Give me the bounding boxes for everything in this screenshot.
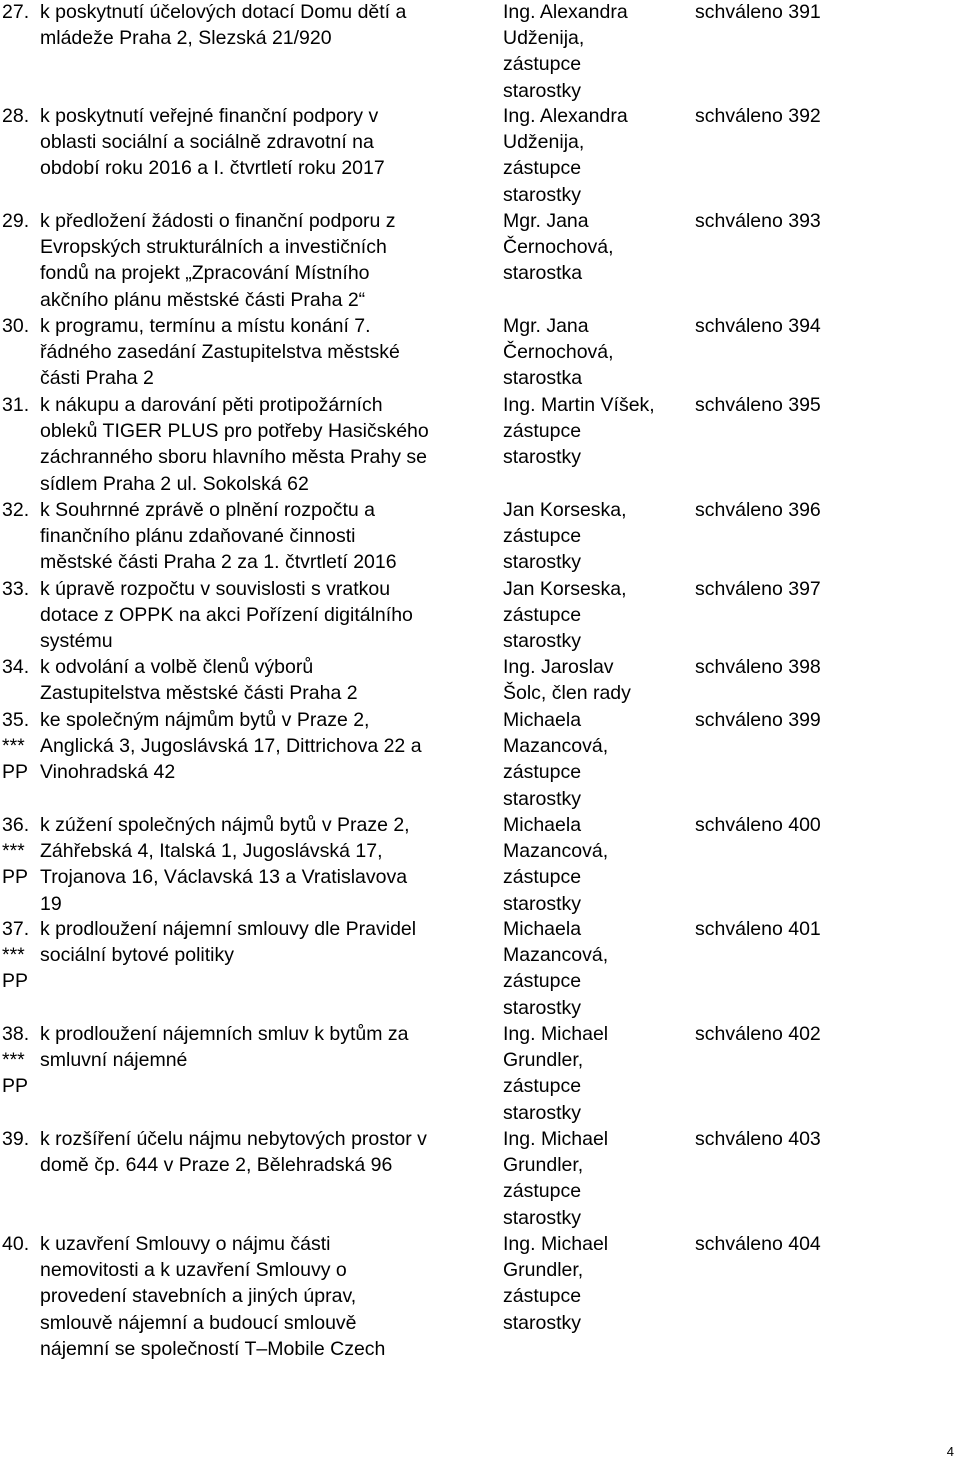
item-number: 36. *** PP [2,814,30,889]
item-subject: ke společným nájmům bytů v Praze 2, Anglická 3, Jugoslávská 17, Dittrichova 22 a Vinohradská 42 [40,709,422,784]
item-result: schváleno 398 [695,656,821,678]
item-result: schváleno 399 [695,709,821,731]
item-result: schváleno 396 [695,499,821,521]
item-number: 29. [2,210,30,232]
item-subject: k předložení žádosti o finanční podporu z Evropských strukturálních a investičních fondů na projekt „Zpracování Místního akčního plánu městské části Praha 2“ [40,210,396,311]
item-presenter: Mgr. Jana Černochová, starostka [503,210,614,285]
item-presenter: Ing. Alexandra Udženija, zástupce starostky [503,1,628,102]
item-presenter: Ing. Michael Grundler, zástupce starostky [503,1233,609,1334]
item-result: schváleno 397 [695,578,821,600]
item-subject: k zúžení společných nájmů bytů v Praze 2, Záhřebská 4, Italská 1, Jugoslávská 17, Trojanova 16, Václavská 13 a Vratislavova 19 [40,814,410,915]
item-subject: k poskytnutí veřejné finanční podpory v oblasti sociální a sociálně zdravotní na období roku 2016 a I. čtvrtletí roku 2017 [40,105,385,180]
item-result: schváleno 391 [695,1,821,23]
item-presenter: Ing. Michael Grundler, zástupce starostky [503,1023,609,1124]
item-presenter: Jan Korseska, zástupce starostky [503,499,627,574]
item-number: 27. [2,1,30,23]
item-presenter: Michaela Mazancová, zástupce starostky [503,709,609,810]
item-subject: k uzavření Smlouvy o nájmu části nemovitosti a k uzavření Smlouvy o provedení stavebních a jiných úprav, smlouvě nájemní a budoucí smlouvě nájemní se společností T–Mobile Czech [40,1233,386,1360]
item-presenter: Michaela Mazancová, zástupce starostky [503,814,609,915]
item-number: 38. *** PP [2,1023,30,1098]
item-number: 33. [2,578,30,600]
item-number: 39. [2,1128,30,1150]
item-result: schváleno 400 [695,814,821,836]
item-presenter: Ing. Martin Víšek, zástupce starostky [503,394,655,469]
item-result: schváleno 403 [695,1128,821,1150]
item-number: 34. [2,656,30,678]
item-presenter: Ing. Alexandra Udženija, zástupce starostky [503,105,628,206]
item-number: 28. [2,105,30,127]
item-result: schváleno 404 [695,1233,821,1255]
item-subject: k nákupu a darování pěti protipožárních obleků TIGER PLUS pro potřeby Hasičského záchranného sboru hlavního města Prahy se sídlem Praha 2 ul. Sokolská 62 [40,394,429,495]
page-number: 4 [946,1444,954,1459]
item-result: schváleno 401 [695,918,821,940]
item-subject: k Souhrnné zprávě o plnění rozpočtu a finančního plánu zdaňované činnosti městské části Praha 2 za 1. čtvrtletí 2016 [40,499,397,574]
item-subject: k prodloužení nájemních smluv k bytům za smluvní nájemné [40,1023,409,1072]
item-result: schváleno 402 [695,1023,821,1045]
item-result: schváleno 395 [695,394,821,416]
item-presenter: Michaela Mazancová, zástupce starostky [503,918,609,1019]
item-subject: k úpravě rozpočtu v souvislosti s vratkou dotace z OPPK na akci Pořízení digitálního systému [40,578,413,653]
item-number: 40. [2,1233,30,1255]
item-subject: k odvolání a volbě členů výborů Zastupitelstva městské části Praha 2 [40,656,358,705]
item-number: 31. [2,394,30,416]
item-presenter: Ing. Michael Grundler, zástupce starostky [503,1128,609,1229]
item-result: schváleno 393 [695,210,821,232]
item-result: schváleno 392 [695,105,821,127]
item-number: 35. *** PP [2,709,30,784]
item-subject: k poskytnutí účelových dotací Domu dětí a mládeže Praha 2, Slezská 21/920 [40,1,407,50]
item-presenter: Mgr. Jana Černochová, starostka [503,315,614,390]
item-presenter: Ing. Jaroslav Šolc, člen rady [503,656,631,705]
item-subject: k programu, termínu a místu konání 7. řádného zasedání Zastupitelstva městské části Praha 2 [40,315,400,390]
item-number: 37. *** PP [2,918,30,993]
item-subject: k prodloužení nájemní smlouvy dle Pravidel sociální bytové politiky [40,918,417,967]
item-subject: k rozšíření účelu nájmu nebytových prostor v domě čp. 644 v Praze 2, Bělehradská 96 [40,1128,427,1177]
item-presenter: Jan Korseska, zástupce starostky [503,578,627,653]
item-result: schváleno 394 [695,315,821,337]
item-number: 30. [2,315,30,337]
item-number: 32. [2,499,30,521]
